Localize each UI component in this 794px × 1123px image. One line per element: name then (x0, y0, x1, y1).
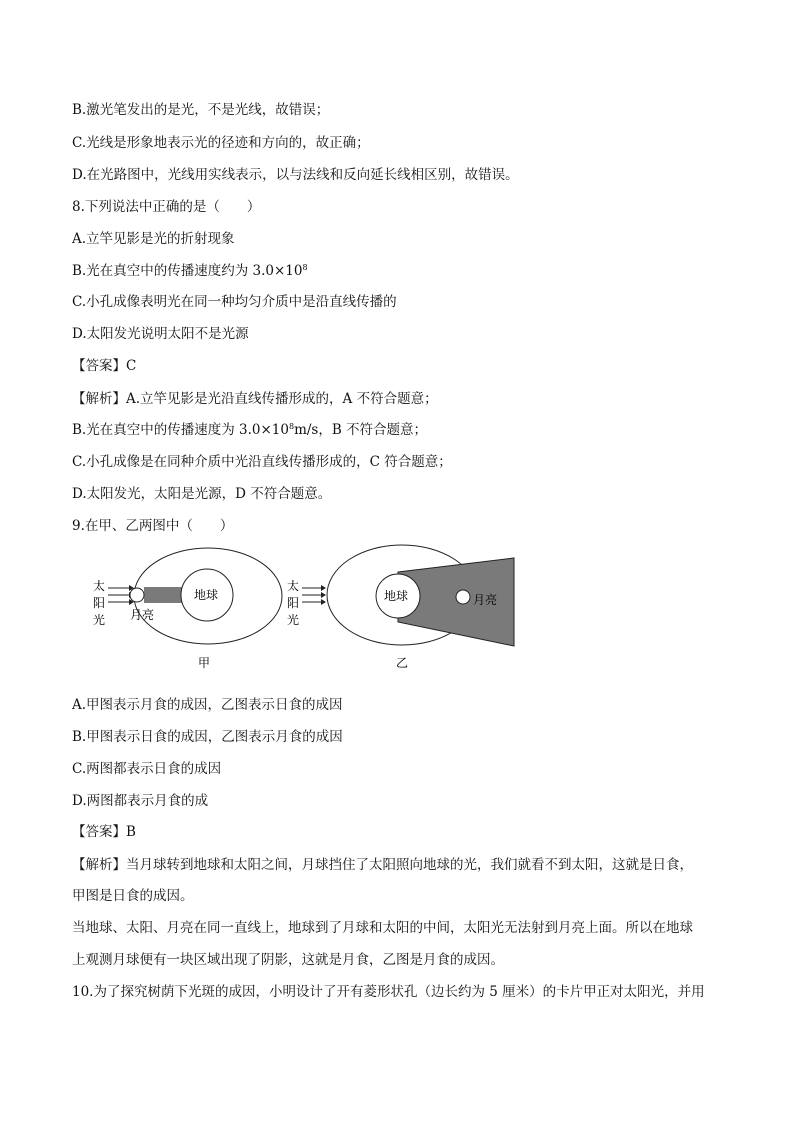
yi-sun-label-1: 太 (287, 579, 300, 593)
yi-caption: 乙 (396, 656, 409, 670)
yi-earth-label: 地球 (384, 589, 409, 603)
question-8-analysis-a: 【解析】A.立竿见影是光沿直线传播形成的，A 不符合题意； (72, 391, 438, 407)
question-9-analysis-4: 上观测月球便有一块区域出现了阴影，这就是月食，乙图是月食的成因。 (72, 952, 504, 968)
jia-moon-label: 月亮 (130, 608, 155, 622)
question-9-answer: 【答案】B (72, 824, 136, 840)
question-8-analysis-b-post: m/s，B 不符合题意； (294, 422, 428, 438)
eclipse-diagram (80, 540, 540, 675)
question-8-analysis-b-exponent: 8 (288, 422, 295, 431)
question-9-option-d: D.两图都表示月食的成 (72, 793, 209, 809)
question-8-stem: 8.下列说法中正确的是（ ） (72, 199, 261, 215)
question-8-option-b-text: B.光在真空中的传播速度约为 3.0×10 (72, 263, 303, 279)
question-8-option-d: D.太阳发光说明太阳不是光源 (72, 326, 249, 342)
jia-earth-label: 地球 (194, 588, 219, 602)
question-9-option-a: A.甲图表示月食的成因，乙图表示日食的成因 (72, 697, 343, 713)
question-8-analysis-b-pre: B.光在真空中的传播速度为 3.0×10 (72, 422, 289, 438)
question-8-option-b-exponent: 8 (302, 263, 308, 272)
question-9-stem: 9.在甲、乙两图中（ ） (72, 518, 234, 534)
yi-arrowhead-1 (321, 585, 326, 591)
question-8-option-b (72, 262, 308, 280)
question-9-analysis-1: 【解析】当月球转到地球和太阳之间，月球挡住了太阳照向地球的光，我们就看不到太阳，这就是日食， (72, 857, 693, 873)
question-8-option-a: A.立竿见影是光的折射现象 (72, 231, 235, 247)
prev-option-c-analysis: C.光线是形象地表示光的径迹和方向的，故正确； (72, 135, 370, 151)
question-9-analysis-2: 甲图是日食的成因。 (72, 888, 194, 904)
yi-arrowhead-2 (321, 592, 326, 598)
question-9-option-b: B.甲图表示日食的成因，乙图表示月食的成因 (72, 729, 343, 745)
prev-option-d-analysis: D.在光路图中，光线用实线表示，以与法线和反向延长线相区别，故错误。 (72, 167, 519, 183)
jia-sun-label-2: 阳 (93, 596, 106, 610)
question-8-analysis-c: C.小孔成像是在同种介质中光沿直线传播形成的，C 符合题意； (72, 454, 452, 470)
yi-sun-label-3: 光 (287, 613, 300, 627)
question-8-analysis-d: D.太阳发光，太阳是光源，D 不符合题意。 (72, 486, 332, 502)
jia-sun-label-3: 光 (93, 613, 106, 627)
prev-option-b-analysis: B.激光笔发出的是光，不是光线，故错误； (72, 102, 330, 118)
jia-moon-shadow (144, 587, 184, 603)
diagram-jia (93, 548, 282, 670)
question-8-option-c: C.小孔成像表明光在同一种均匀介质中是沿直线传播的 (72, 294, 397, 310)
jia-sun-label-1: 太 (93, 579, 106, 593)
yi-arrowhead-3 (321, 599, 326, 605)
question-8-analysis-b (72, 421, 427, 439)
jia-caption: 甲 (198, 656, 211, 670)
yi-moon-label: 月亮 (473, 593, 498, 607)
question-9-option-c: C.两图都表示日食的成因 (72, 761, 222, 777)
jia-moon (130, 588, 144, 602)
diagram-yi (287, 545, 514, 670)
question-8-answer: 【答案】C (72, 358, 137, 374)
question-10-stem: 10.为了探究树荫下光斑的成因，小明设计了开有菱形状孔（边长约为 5 厘米）的卡片甲正对太阳光，并用 (72, 984, 705, 1000)
yi-sun-label-2: 阳 (287, 596, 300, 610)
yi-moon (456, 590, 470, 604)
question-9-analysis-3: 当地球、太阳、月亮在同一直线上，地球到了月球和太阳的中间，太阳光无法射到月亮上面。所以在地球 (72, 920, 693, 936)
